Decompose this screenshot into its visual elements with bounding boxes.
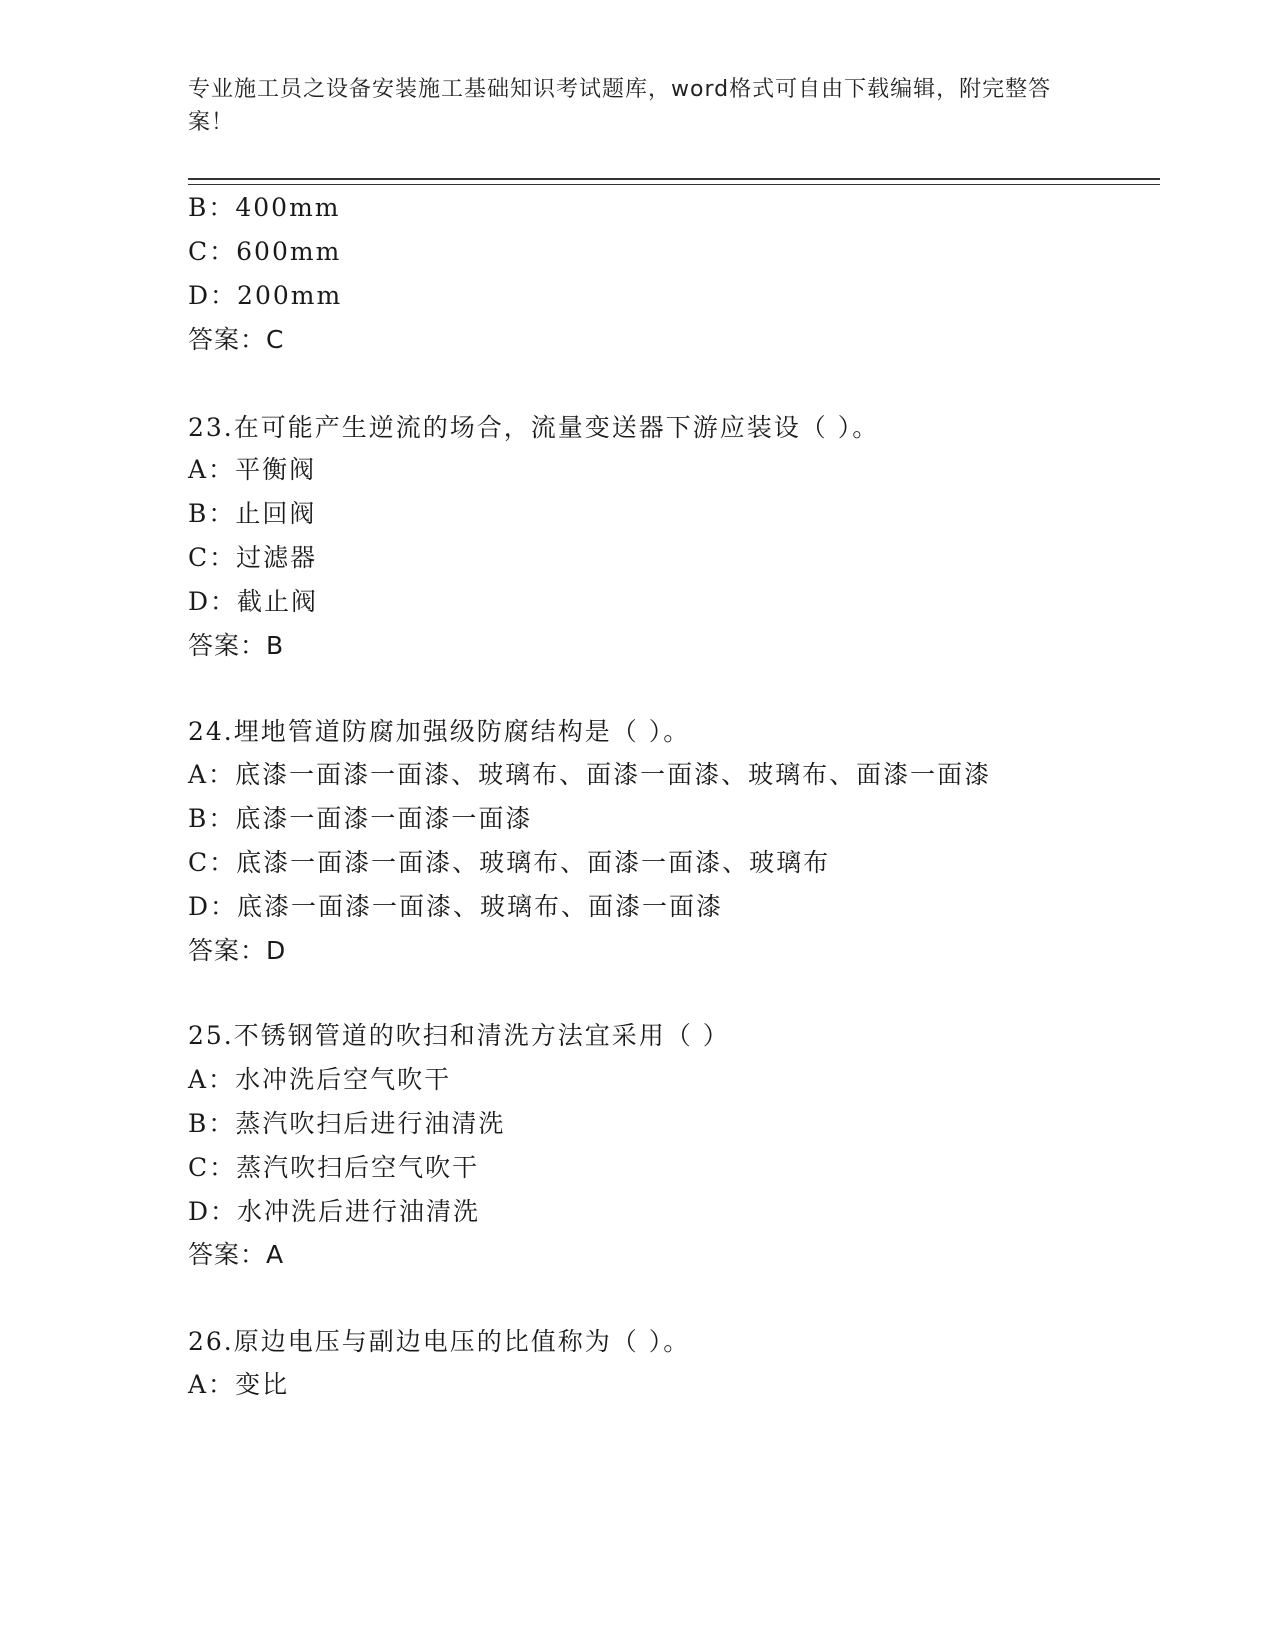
option-text: 蒸汽吹扫后空气吹干 [236,1153,480,1182]
option-label: A： [188,1370,236,1399]
option-label: C： [188,848,237,877]
option-text: 蒸汽吹扫后进行油清洗 [235,1109,506,1138]
option-text: 底漆一面漆一面漆、玻璃布、面漆一面漆、玻璃布 [236,848,831,877]
answer-line: 答案：C [188,325,285,354]
option-line [188,281,342,311]
option-label: B： [188,1109,236,1138]
option-text: 底漆一面漆一面漆、玻璃布、面漆一面漆 [237,892,724,921]
option-line [188,804,532,834]
option-line [188,848,830,878]
question-stem: 26.原边电压与副边电压的比值称为（ ）。 [188,1327,691,1356]
option-text: 200mm [237,281,343,310]
question-stem: 24.埋地管道防腐加强级防腐结构是（ ）。 [188,717,691,746]
option-label: C： [188,543,237,572]
document-header: 专业施工员之设备安装施工基础知识考试题库，word格式可自由下载编辑，附完整答案！ [188,77,1052,135]
option-text: 400mm [235,193,341,222]
answer-line: 答案：B [188,631,285,660]
option-label: A： [188,760,236,789]
option-line [188,892,723,922]
option-line [188,1109,505,1139]
option-line [188,499,316,529]
option-label: B： [188,499,236,528]
option-text: 600mm [236,237,342,266]
option-label: A： [188,1065,236,1094]
option-line [188,760,991,790]
option-line [188,1370,289,1400]
option-text: 水冲洗后空气吹干 [235,1065,452,1094]
option-text: 止回阀 [235,499,317,528]
option-label: C： [188,1153,237,1182]
option-text: 平衡阀 [235,455,317,484]
option-text: 截止阀 [237,587,319,616]
option-line [188,193,341,223]
option-line [188,543,317,573]
option-line [188,237,341,267]
option-text: 水冲洗后进行油清洗 [237,1197,481,1226]
option-text: 变比 [235,1370,290,1399]
answer-line: 答案：D [188,936,287,965]
option-text: 过滤器 [236,543,318,572]
option-line [188,1197,480,1227]
option-line [188,1153,479,1183]
option-label: D： [188,1197,238,1226]
header-rule-thick [188,178,1160,180]
option-text: 底漆一面漆一面漆一面漆 [235,804,533,833]
option-label: D： [188,587,238,616]
option-line [188,1065,451,1095]
option-text: 底漆一面漆一面漆、玻璃布、面漆一面漆、玻璃布、面漆一面漆 [235,760,992,789]
option-label: C： [188,237,237,266]
question-stem: 25.不锈钢管道的吹扫和清洗方法宜采用（ ） [188,1021,730,1050]
option-line [188,587,318,617]
option-line [188,455,316,485]
option-label: B： [188,193,236,222]
option-label: D： [188,281,238,310]
option-label: D： [188,892,238,921]
question-stem: 23.在可能产生逆流的场合，流量变送器下游应装设（ ）。 [188,413,880,442]
option-label: B： [188,804,236,833]
option-label: A： [188,455,236,484]
header-rule-thin [188,184,1160,185]
answer-line: 答案：A [188,1240,285,1269]
